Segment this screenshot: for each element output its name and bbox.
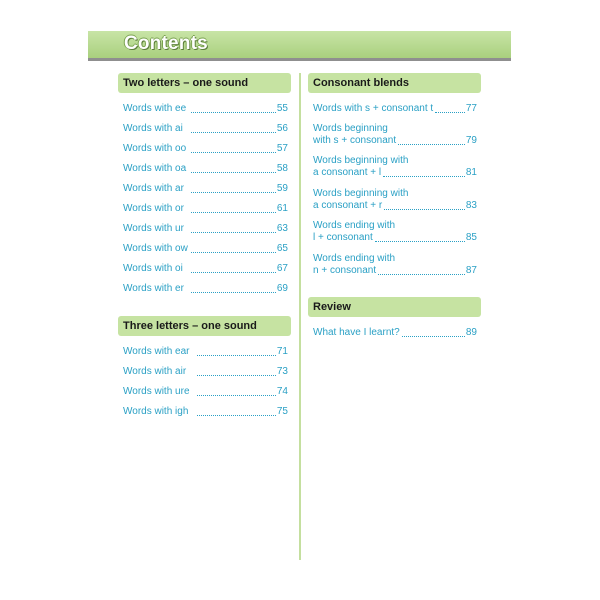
dot-leader (191, 252, 276, 253)
dot-leader (191, 212, 276, 213)
toc-entry-page: 83 (465, 200, 477, 211)
toc-entry[interactable] (123, 143, 288, 155)
toc-entry-label: Words with oa (123, 163, 187, 174)
toc-entry[interactable] (123, 103, 288, 115)
toc-entry-page: 71 (276, 346, 288, 357)
toc-entry-label-line2: with s + consonant (313, 135, 397, 146)
toc-entry[interactable] (313, 253, 477, 277)
toc-entry-label: What have I learnt? (313, 327, 400, 338)
dot-leader (191, 152, 276, 153)
dot-leader (191, 132, 276, 133)
toc-entry-page: 59 (276, 183, 288, 194)
toc-entry-page: 56 (276, 123, 288, 134)
toc-entry-label: Words with s + consonant t (313, 103, 434, 114)
toc-entry[interactable] (123, 243, 288, 255)
toc-entry[interactable] (123, 406, 288, 418)
toc-entry-page: 73 (276, 366, 288, 377)
section-header-consonant-blends: Consonant blends (308, 73, 481, 93)
toc-entry-label: Words with ow (123, 243, 188, 254)
title-bar (88, 31, 511, 61)
dot-leader (378, 274, 465, 275)
toc-entry[interactable] (123, 223, 288, 235)
toc-entry-page: 75 (276, 406, 288, 417)
toc-entry-page: 67 (276, 263, 288, 274)
toc-entry[interactable] (123, 346, 288, 358)
toc-entry-page: 85 (465, 232, 477, 243)
toc-entry-page: 77 (465, 103, 477, 114)
column-divider (299, 73, 301, 560)
toc-entry-label: Words beginning with (313, 188, 409, 199)
dot-leader (383, 176, 465, 177)
toc-entry[interactable] (123, 283, 288, 295)
toc-entry[interactable] (313, 155, 477, 179)
toc-entry-label: Words with ear (123, 346, 190, 357)
dot-leader (191, 232, 276, 233)
toc-entry-page: 55 (276, 103, 288, 114)
toc-entry-label: Words with ar (123, 183, 184, 194)
toc-entry[interactable] (123, 123, 288, 135)
dot-leader (191, 272, 276, 273)
dot-leader (384, 209, 465, 210)
toc-entry-label: Words with er (123, 283, 184, 294)
toc-entry-label-line2: a consonant + l (313, 167, 382, 178)
toc-entry-label-line2: l + consonant (313, 232, 373, 243)
page-title: Contents (124, 33, 208, 54)
dot-leader (402, 336, 465, 337)
toc-entry-page: 87 (465, 265, 477, 276)
toc-entry[interactable] (123, 203, 288, 215)
section-header-review: Review (308, 297, 481, 317)
toc-entry-label: Words with ure (123, 386, 190, 397)
toc-entry-label: Words with ai (123, 123, 183, 134)
toc-entry-label: Words with igh (123, 406, 189, 417)
toc-entry-page: 57 (276, 143, 288, 154)
toc-entry[interactable] (123, 366, 288, 378)
dot-leader (191, 172, 276, 173)
toc-entry[interactable] (313, 123, 477, 147)
dot-leader (197, 395, 276, 396)
toc-entry-label-line2: a consonant + r (313, 200, 383, 211)
toc-entry-page: 79 (465, 135, 477, 146)
toc-entry-label: Words with ee (123, 103, 187, 114)
toc-entry-label: Words with oi (123, 263, 183, 274)
dot-leader (197, 415, 276, 416)
toc-entry[interactable] (123, 386, 288, 398)
toc-entry[interactable] (123, 183, 288, 195)
dot-leader (197, 375, 276, 376)
dot-leader (435, 112, 465, 113)
toc-entry-label: Words ending with (313, 253, 396, 264)
toc-entry[interactable] (313, 220, 477, 244)
toc-entry-label-line2: n + consonant (313, 265, 377, 276)
toc-entry-label: Words with or (123, 203, 184, 214)
toc-entry-label: Words beginning with (313, 155, 409, 166)
toc-entry-label: Words with oo (123, 143, 187, 154)
toc-entry-page: 74 (276, 386, 288, 397)
dot-leader (197, 355, 276, 356)
toc-entry-page: 58 (276, 163, 288, 174)
toc-entry-label: Words with air (123, 366, 187, 377)
section-header-three-letters: Three letters – one sound (118, 316, 291, 336)
toc-entry-page: 65 (276, 243, 288, 254)
dot-leader (398, 144, 465, 145)
toc-entry-label: Words beginning (313, 123, 388, 134)
toc-entry-page: 69 (276, 283, 288, 294)
toc-entry[interactable] (313, 188, 477, 212)
dot-leader (191, 292, 276, 293)
toc-entry-page: 61 (276, 203, 288, 214)
toc-entry-label: Words ending with (313, 220, 396, 231)
toc-entry-label: Words with ur (123, 223, 184, 234)
toc-entry[interactable] (123, 263, 288, 275)
toc-entry[interactable] (123, 163, 288, 175)
dot-leader (375, 241, 465, 242)
section-header-two-letters: Two letters – one sound (118, 73, 291, 93)
toc-entry-page: 63 (276, 223, 288, 234)
dot-leader (191, 112, 276, 113)
toc-entry[interactable] (313, 103, 477, 115)
toc-entry[interactable] (313, 327, 477, 339)
toc-entry-page: 81 (465, 167, 477, 178)
dot-leader (191, 192, 276, 193)
toc-entry-page: 89 (465, 327, 477, 338)
